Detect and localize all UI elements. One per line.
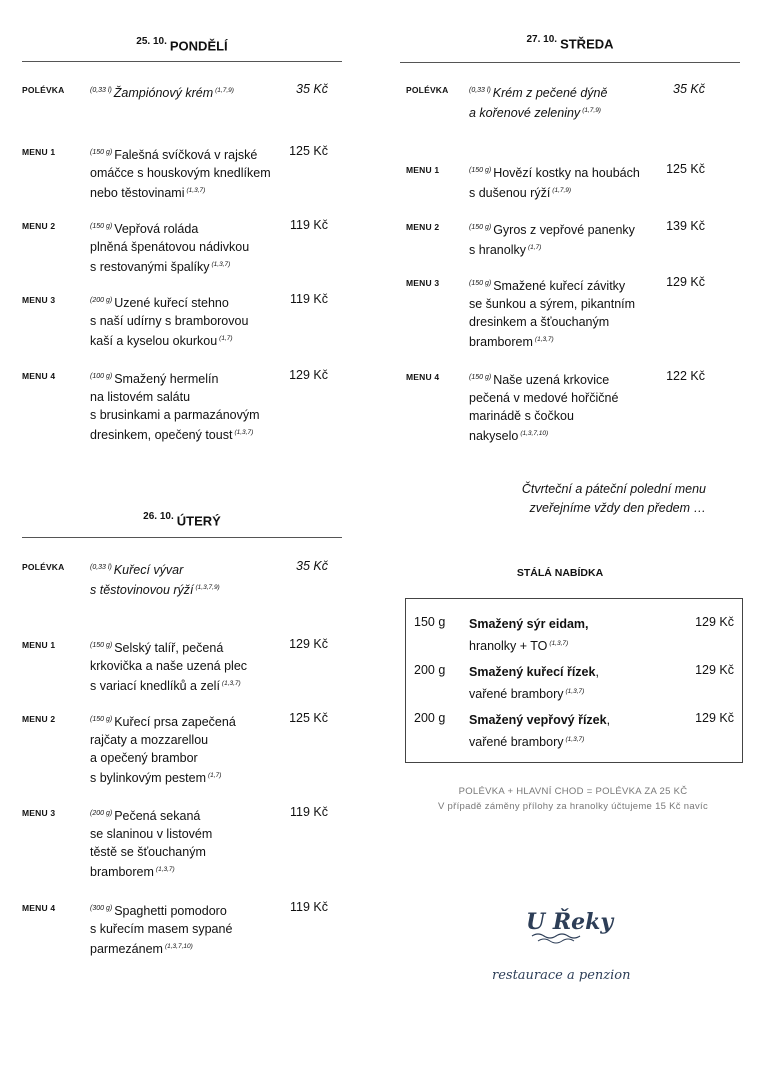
menu-desc: $^{(150 g)}$ Hovězí kostky na houbách s dušenou rýží $^{(1,7,9)}$ — [469, 166, 640, 201]
menu-price: 119 Kč — [290, 292, 328, 306]
soup-price: 35 Kč — [296, 82, 328, 96]
menu-price: 119 Kč — [290, 900, 328, 914]
menu-desc: $^{(150 g)}$ Falešná svíčková v rajské omáčce s houskovým knedlíkem nebo těstovinami $^{(1,3,7)}$ — [90, 148, 271, 201]
stala-nabidka-title: STÁLÁ NABÍDKA — [516, 567, 604, 579]
divider — [400, 62, 740, 63]
menu-price: 119 Kč — [290, 805, 328, 819]
day-header — [22, 36, 342, 55]
menu-desc: $^{(150 g)}$ Smažené kuřecí závitky se šunkou a sýrem, pikantním dresinkem a šťouchaným bramborem $^{(1,3,7)}$ — [469, 279, 636, 350]
day-date: 26. 10. — [143, 511, 174, 522]
item-price: 129 Kč — [695, 615, 734, 629]
menu-label: MENU 3 — [22, 295, 56, 305]
soup-desc: $^{(0,33 l)}$ Kuřecí vývar s těstovinovou rýží $^{(1,3,7,9)}$ — [90, 563, 220, 598]
menu-label: MENU 3 — [22, 808, 56, 818]
menu-price: 129 Kč — [289, 637, 328, 651]
menu-price: 125 Kč — [289, 144, 328, 158]
divider — [22, 537, 342, 538]
announcement-note: Čtvrteční a páteční polední menu zveřejníme vždy den předem … — [521, 482, 706, 515]
menu-desc: $^{(150 g)}$ Naše uzená krkovice pečená v medové hořčičné marinádě s čočkou nakyselo $^{(1,3,7,10)}$ — [469, 373, 619, 444]
menu-desc: $^{(150 g)}$ Kuřecí prsa zapečená rajčaty a mozzarellou a opečený brambor s bylinkovým pestem $^{(1,7)}$ — [90, 715, 236, 786]
menu-price: 122 Kč — [666, 369, 705, 383]
item-weight: 200 g — [414, 711, 446, 725]
menu-label: MENU 4 — [22, 371, 56, 381]
item-weight: 200 g — [414, 663, 446, 677]
menu-desc: $^{(200 g)}$ Uzené kuřecí stehno s naší udírny s bramborovou kaší a kyselou okurkou $^{(1,7)}$ — [90, 296, 249, 349]
logo-name: U Řeky — [526, 909, 614, 935]
soup-label: POLÉVKA — [406, 85, 449, 95]
menu-price: 139 Kč — [666, 219, 705, 233]
day-monday — [22, 30, 342, 450]
day-name: ÚTERÝ — [176, 513, 221, 529]
menu-price: 129 Kč — [666, 275, 705, 289]
menu-label: MENU 4 — [22, 903, 56, 913]
menu-desc: $^{(150 g)}$ Vepřová roláda plněná špenátovou nádivkou s restovanými špalíky $^{(1,3,7)}$ — [90, 222, 250, 275]
menu-label: MENU 1 — [406, 165, 440, 175]
soup-desc: $^{(0,33 l)}$ Krém z pečené dýně a kořenové zeleniny $^{(1,7,9)}$ — [469, 86, 608, 121]
soup-price: 35 Kč — [673, 82, 705, 96]
menu-label: MENU 2 — [22, 714, 56, 724]
day-date: 25. 10. — [136, 36, 167, 47]
menu-label: MENU 2 — [22, 221, 56, 231]
item-desc: Smažený vepřový řízek, vařené brambory $^{(1,3,7)}$ — [469, 713, 611, 750]
menu-label: MENU 2 — [406, 222, 440, 232]
day-name: STŘEDA — [560, 36, 614, 52]
logo-tagline: restaurace a penzion — [492, 968, 631, 983]
soup-label: POLÉVKA — [22, 562, 65, 572]
menu-label: MENU 4 — [406, 372, 440, 382]
menu-desc: $^{(200 g)}$ Pečená sekaná se slaninou v listovém těstě se šťouchaným bramborem $^{(1,3,7)}$ — [90, 809, 213, 880]
menu-desc: $^{(150 g)}$ Selský talíř, pečená krkovička a naše uzená plec s variací knedlíků a zelí $^{(1,3,7)}$ — [90, 641, 248, 694]
day-name: PONDĚLÍ — [169, 38, 228, 54]
day-header — [400, 34, 740, 53]
item-weight: 150 g — [414, 615, 446, 629]
item-price: 129 Kč — [695, 711, 734, 725]
restaurant-logo — [480, 902, 650, 992]
stala-nabidka-box — [405, 598, 743, 763]
soup-label: POLÉVKA — [22, 85, 65, 95]
item-desc: Smažený sýr eidam, hranolky + TO $^{(1,3,7)}$ — [469, 617, 589, 654]
day-wednesday — [400, 30, 740, 450]
menu-desc: $^{(300 g)}$ Spaghetti pomodoro s kuřecím masem sypané parmezánem $^{(1,3,7,10)}$ — [90, 904, 233, 957]
divider — [22, 61, 342, 62]
menu-price: 129 Kč — [289, 368, 328, 382]
item-price: 129 Kč — [695, 663, 734, 677]
menu-label: MENU 3 — [406, 278, 440, 288]
menu-desc: $^{(100 g)}$ Smažený hermelín na listovém salátu s brusinkami a parmazánovým dresinkem, opečený toust $^{(1,3,7)}$ — [90, 372, 260, 443]
day-tuesday — [22, 507, 342, 967]
soup-desc: $^{(0,33 l)}$ Žampiónový krém $^{(1,7,9)}$ — [90, 86, 234, 101]
item-desc: Smažený kuřecí řízek, vařené brambory $^{(1,3,7)}$ — [469, 665, 599, 702]
menu-price: 125 Kč — [666, 162, 705, 176]
pricing-footer: POLÉVKA + HLAVNÍ CHOD = POLÉVKA ZA 25 KČ V případě záměny přílohy za hranolky účtujeme 15 Kč navíc — [437, 786, 709, 812]
day-date: 27. 10. — [526, 34, 558, 45]
logo-graphic — [480, 902, 650, 992]
soup-price: 35 Kč — [296, 559, 328, 573]
menu-label: MENU 1 — [22, 640, 56, 650]
day-header — [22, 511, 342, 530]
menu-label: MENU 1 — [22, 147, 56, 157]
menu-price: 119 Kč — [290, 218, 328, 232]
menu-desc: $^{(150 g)}$ Gyros z vepřové panenky s hranolky $^{(1,7)}$ — [469, 223, 635, 258]
menu-price: 125 Kč — [289, 711, 328, 725]
